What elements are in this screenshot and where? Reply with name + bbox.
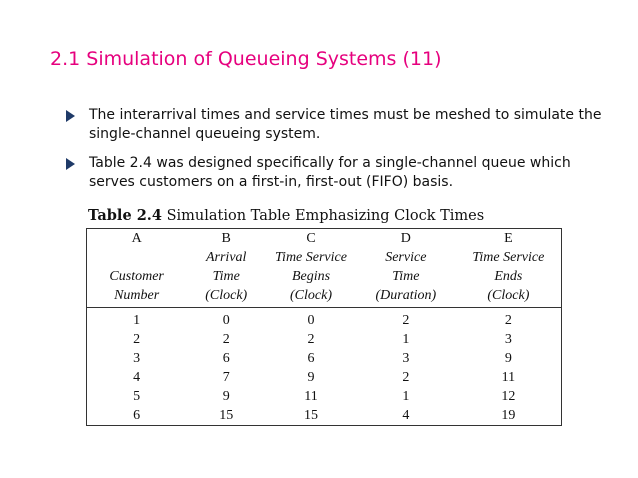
bullet-text: The interarrival times and service times must be meshed to simulate the single-channel queueing system. — [89, 107, 602, 142]
column-header: Time — [392, 269, 420, 284]
table-cell: 2 — [222, 332, 230, 347]
column-header: Time — [212, 269, 240, 284]
column-letter: D — [400, 231, 411, 246]
column-header: Number — [87, 286, 187, 308]
slide-title: 2.1 Simulation of Queueing Systems (11) — [50, 48, 442, 70]
table-row — [87, 330, 562, 349]
column-header: Time Service — [275, 250, 347, 265]
table-cell: 3 — [133, 351, 141, 366]
triangle-bullet-icon — [66, 110, 75, 122]
column-header: Time Service — [472, 250, 545, 265]
column-header: Customer — [109, 269, 164, 284]
table-cell: 2 — [133, 332, 141, 347]
column-letter: C — [306, 231, 316, 246]
table-cell: 6 — [222, 351, 230, 366]
table-row — [87, 368, 562, 387]
table-cell: 9 — [307, 370, 315, 385]
table-cell: 7 — [222, 370, 230, 385]
column-header: Ends — [494, 269, 523, 284]
column-letter: B — [221, 231, 231, 246]
bullet-text: Table 2.4 was designed specifically for a single-channel queue which serves customers on a first-in, first-out (FIFO) basis. — [89, 155, 571, 190]
table-cell: 19 — [501, 408, 516, 423]
column-letter: E — [504, 231, 513, 246]
bullet-item — [66, 154, 606, 192]
column-header: (Duration) — [356, 286, 456, 308]
column-header: Service — [385, 250, 427, 265]
table-cell: 15 — [219, 408, 234, 423]
bullet-item — [66, 106, 606, 144]
table-caption-text: Simulation Table Emphasizing Clock Times — [166, 208, 485, 224]
table-caption-number: Table 2.4 — [88, 207, 162, 224]
triangle-bullet-icon — [66, 158, 75, 170]
column-letter: A — [131, 231, 142, 246]
table-cell: 3 — [504, 332, 512, 347]
table-header-row — [87, 229, 562, 249]
table-row — [87, 406, 562, 426]
table-caption — [88, 207, 484, 224]
table-row — [87, 308, 562, 331]
table-cell: 15 — [304, 408, 319, 423]
table-cell: 9 — [504, 351, 512, 366]
table-cell: 11 — [304, 389, 318, 404]
table-cell: 1 — [133, 313, 141, 328]
table-cell: 4 — [402, 408, 410, 423]
table-header-row — [87, 267, 562, 286]
table-cell: 0 — [307, 313, 315, 328]
bullet-list — [66, 106, 606, 202]
table-cell: 2 — [307, 332, 315, 347]
table-cell: 5 — [133, 389, 141, 404]
table-cell: 0 — [222, 313, 230, 328]
table-cell: 6 — [307, 351, 315, 366]
column-header: Arrival — [205, 250, 247, 265]
table-header-row — [87, 286, 562, 308]
table-cell: 12 — [501, 389, 516, 404]
table-cell: 9 — [222, 389, 230, 404]
table-cell: 1 — [402, 389, 410, 404]
column-header: Begins — [291, 269, 331, 284]
table-cell: 4 — [133, 370, 141, 385]
table-cell: 11 — [501, 370, 516, 385]
table-row — [87, 349, 562, 368]
table-header-row — [87, 248, 562, 267]
table-cell: 3 — [402, 351, 410, 366]
table-cell: 1 — [402, 332, 410, 347]
simulation-table — [86, 228, 562, 426]
column-header — [87, 248, 187, 267]
table-cell: 2 — [402, 313, 410, 328]
column-header: (Clock) — [266, 286, 356, 308]
table-cell: 2 — [504, 313, 512, 328]
column-header: (Clock) — [456, 286, 562, 308]
table-cell: 2 — [402, 370, 410, 385]
table-row — [87, 387, 562, 406]
table-cell: 6 — [133, 408, 141, 423]
column-header: (Clock) — [186, 286, 266, 308]
